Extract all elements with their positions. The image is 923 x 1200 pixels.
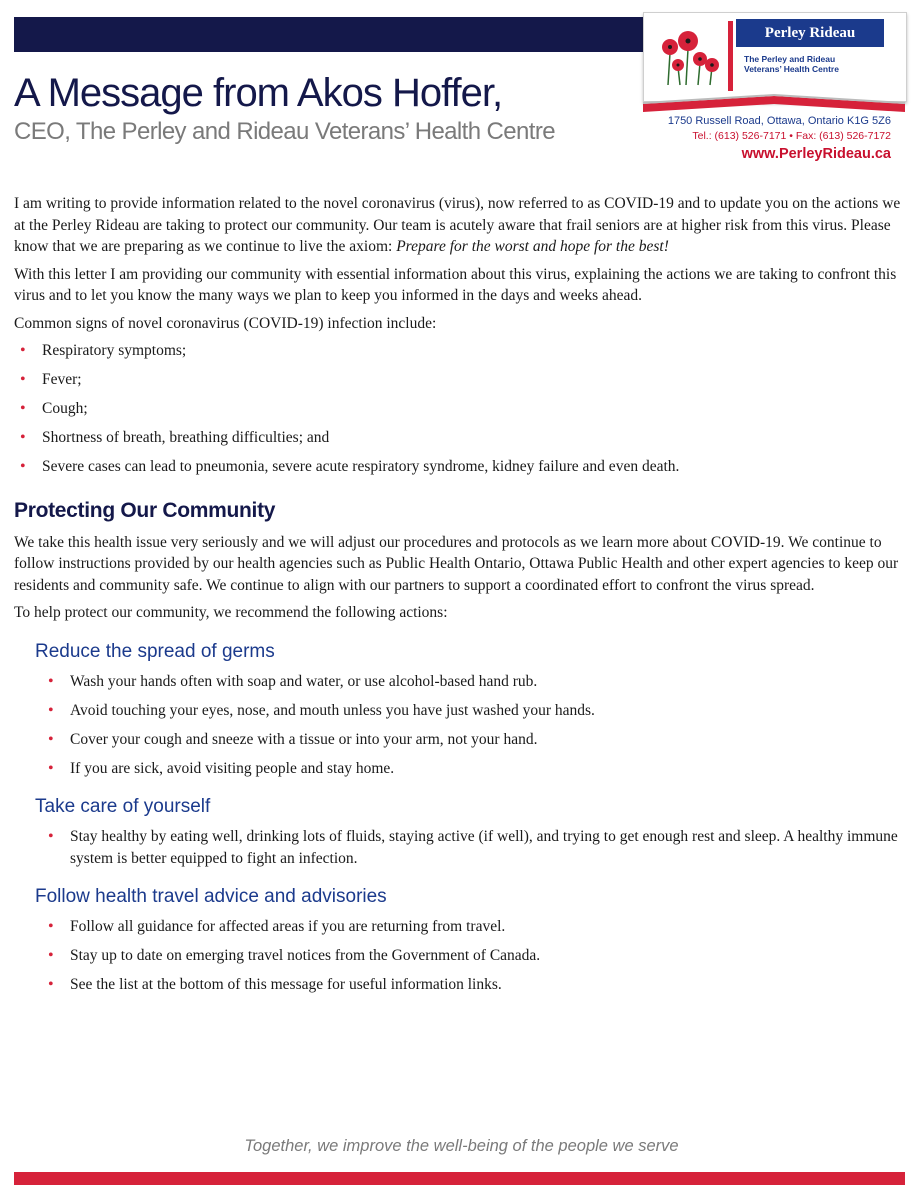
list-item: • Wash your hands often with soap and water, or use alcohol-based hand rub. — [14, 671, 909, 693]
address-block — [668, 114, 891, 165]
logo-brand-name: Perley Rideau — [736, 19, 884, 47]
list-item: • Fever; — [14, 369, 909, 391]
logo-card — [643, 12, 907, 102]
protecting-heading: Protecting Our Community — [14, 498, 276, 522]
list-item: • If you are sick, avoid visiting people and stay home. — [14, 758, 909, 780]
footer-tagline: Together, we improve the well-being of the people we serve — [244, 1137, 679, 1155]
list-item: • Stay healthy by eating well, drinking lots of fluids, staying active (if well), and trying to get enough rest and sleep. A healthy immune system is better equipped to fight an infection. — [14, 826, 909, 869]
protecting-paragraph: We take this health issue very seriously and we will adjust our procedures and protocols as we learn more about COVID-19. We continue to follow instructions provided by our health agencies such as Public Health Ontario, Ottawa Public Health and other expert agencies to keep our residents and community safe. We continue to align with our partners to support a coordinated effort to confront the virus spread. — [14, 533, 899, 594]
logo-subtitle: The Perley and Rideau Veterans’ Health Centre — [744, 54, 839, 74]
phone-fax: Tel.: (613) 526-7171 • Fax: (613) 526-7172 — [692, 130, 891, 142]
perley-rideau-logo — [643, 12, 905, 110]
list-item: • Severe cases can lead to pneumonia, severe acute respiratory syndrome, kidney failure and even death. — [14, 456, 909, 478]
list-item: • Cough; — [14, 398, 909, 420]
list-item: • See the list at the bottom of this message for useful information links. — [14, 974, 909, 996]
symptoms-list — [14, 340, 909, 478]
website-link[interactable]: www.PerleyRideau.ca — [741, 146, 891, 162]
section-heading-travel: Follow health travel advice and advisories — [35, 886, 387, 907]
self-care-list — [14, 826, 909, 869]
street-address: 1750 Russell Road, Ottawa, Ontario K1G 5Z6 — [667, 115, 891, 127]
page-subtitle: CEO, The Perley and Rideau Veterans’ Health Centre — [14, 118, 555, 145]
poppy-flowers-icon — [654, 23, 724, 87]
header-bar — [14, 17, 644, 52]
section-heading-self-care: Take care of yourself — [35, 796, 211, 817]
list-item: • Shortness of breath, breathing difficulties; and — [14, 427, 909, 449]
intro-paragraph — [14, 193, 909, 258]
list-item: • Stay up to date on emerging travel notices from the Government of Canada. — [14, 945, 909, 967]
logo-roof-shape — [643, 94, 905, 112]
section-heading-germs: Reduce the spread of germs — [35, 640, 275, 662]
intro-axiom: Prepare for the worst and hope for the best! — [396, 238, 669, 255]
footer-bar — [14, 1172, 905, 1185]
list-item: • Cover your cough and sneeze with a tissue or into your arm, not your hand. — [14, 729, 909, 751]
travel-list — [14, 916, 909, 996]
recommendation-intro: To help protect our community, we recommend the following actions: — [14, 604, 448, 621]
letter-purpose-paragraph: With this letter I am providing our community with essential information about this virus, explaining the actions we are taking to confront this virus and to let you know the many ways we plan to keep you informed in the days and weeks ahead. — [14, 265, 897, 304]
symptoms-intro: Common signs of novel coronavirus (COVID-19) infection include: — [14, 314, 437, 332]
letter-body — [14, 193, 909, 1003]
list-item: • Respiratory symptoms; — [14, 340, 909, 362]
intro-text: I am writing to provide information related to the novel coronavirus (virus), now referred to as COVID-19 and to update you on the actions we at the Perley Rideau are taking to protect our community. Our team is acutely aware that frail seniors are at higher risk from this virus. Please know that we are preparing as we continue to live the axiom: — [14, 195, 901, 255]
germs-list — [14, 671, 909, 780]
logo-divider — [728, 21, 733, 91]
list-item: • Avoid touching your eyes, nose, and mouth unless you have just washed your hands. — [14, 700, 909, 722]
page-title: A Message from Akos Hoffer, — [14, 71, 503, 115]
list-item: • Follow all guidance for affected areas if you are returning from travel. — [14, 916, 909, 938]
